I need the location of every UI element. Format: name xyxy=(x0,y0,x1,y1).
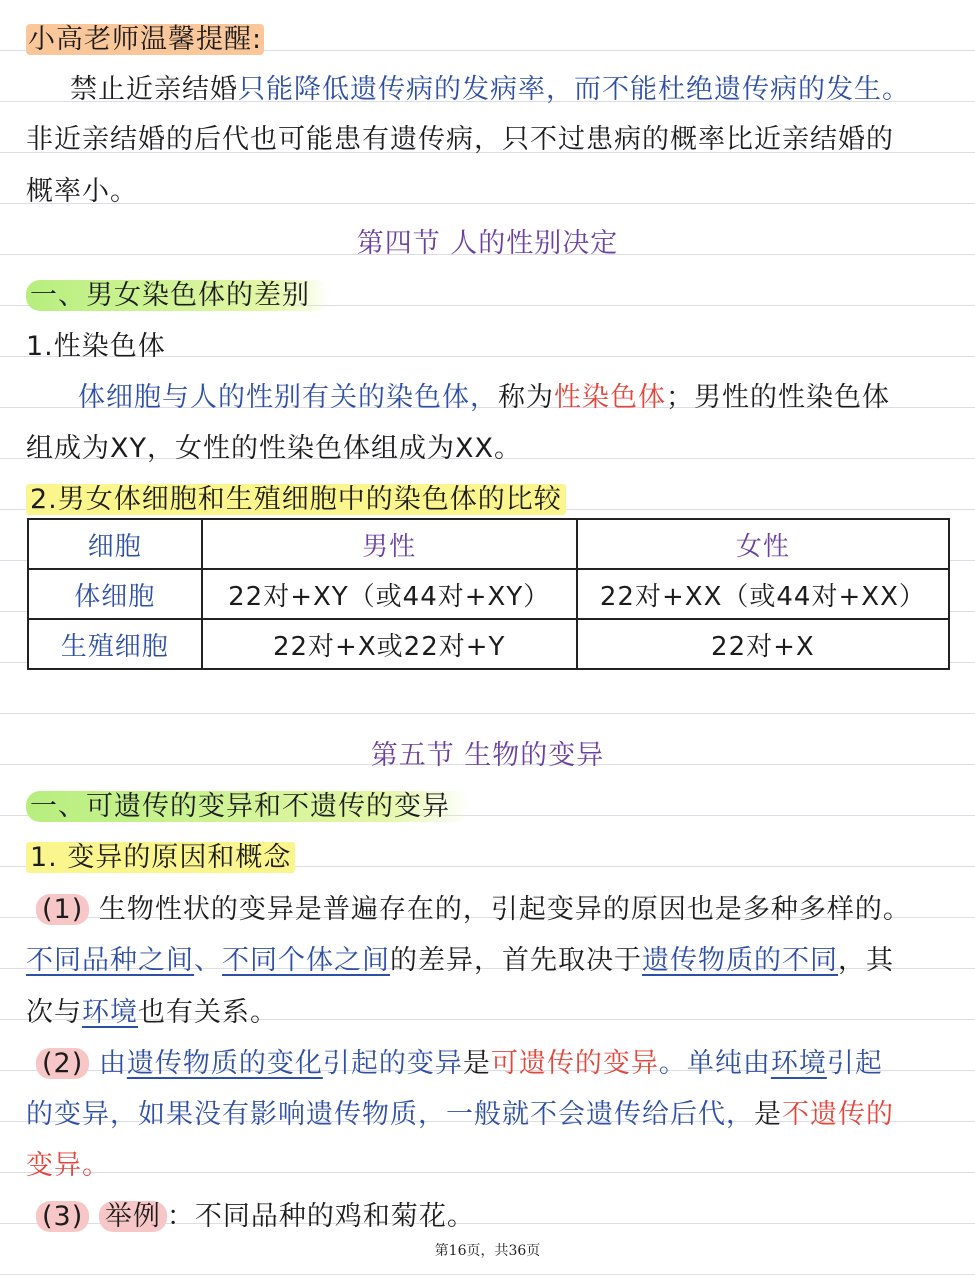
point-2-line-1: (2) 由遗传物质的变化引起的变异是可遗传的变异。单纯由环境引起 xyxy=(36,1044,949,1084)
table-header-cell: 男性 xyxy=(202,519,577,569)
table-cell: 22对+X xyxy=(577,619,949,669)
section5-heading: 第五节 生物的变异 xyxy=(370,740,605,771)
point-2-line-2: 的变异，如果没有影响遗传物质，一般就不会遗传给后代，是不遗传的 xyxy=(26,1099,894,1130)
table-row xyxy=(28,619,949,669)
definition-line-1: 体细胞与人的性别有关的染色体，称为性染色体；男性的性染色体 xyxy=(78,382,890,413)
chromosome-comparison-table xyxy=(27,518,950,670)
table-cell: 22对+XX（或44对+XX） xyxy=(577,569,949,619)
tip-line-1: 禁止近亲结婚只能降低遗传病的发病率，而不能杜绝遗传病的发生。 xyxy=(70,74,910,105)
point-1-line-1: (1) 生物性状的变异是普遍存在的，引起变异的原因也是多种多样的。 xyxy=(36,890,949,930)
point-1-line-2: 不同品种之间、不同个体之间的差异，首先取决于遗传物质的不同，其 xyxy=(26,945,894,976)
point-3-line-1: (3) 举例 ：不同品种的鸡和菊花。 xyxy=(36,1197,949,1237)
section5-item1: 1. 变异的原因和概念 xyxy=(26,838,949,878)
section5-subheading: 一、可遗传的变异和不遗传的变异 xyxy=(26,787,949,827)
section4-subheading: 一、男女染色体的差别 xyxy=(26,276,949,316)
definition-line-2: 组成为XY，女性的性染色体组成为XX。 xyxy=(26,433,522,464)
section4-item1: 1.性染色体 xyxy=(26,331,166,362)
table-row xyxy=(28,569,949,619)
page-number: 第16页，共36页 xyxy=(434,1243,541,1259)
section4-item2: 2.男女体细胞和生殖细胞中的染色体的比较 xyxy=(26,480,949,520)
table-cell: 22对+XY（或44对+XY） xyxy=(202,569,577,619)
point-2-line-3: 变异。 xyxy=(26,1150,110,1181)
table-header-cell: 细胞 xyxy=(28,519,202,569)
point-1-line-3: 次与环境也有关系。 xyxy=(26,997,278,1028)
table-header-row xyxy=(28,519,949,569)
table-header-cell: 女性 xyxy=(577,519,949,569)
tip-title: 小高老师温馨提醒: xyxy=(28,24,263,55)
section4-heading: 第四节 人的性别决定 xyxy=(356,228,619,259)
table-cell: 体细胞 xyxy=(28,569,202,619)
tip-line-2: 非近亲结婚的后代也可能患有遗传病，只不过患病的概率比近亲结婚的 xyxy=(26,124,894,155)
table-cell: 生殖细胞 xyxy=(28,619,202,669)
table-cell: 22对+X或22对+Y xyxy=(202,619,577,669)
tip-line-3: 概率小。 xyxy=(26,176,138,207)
